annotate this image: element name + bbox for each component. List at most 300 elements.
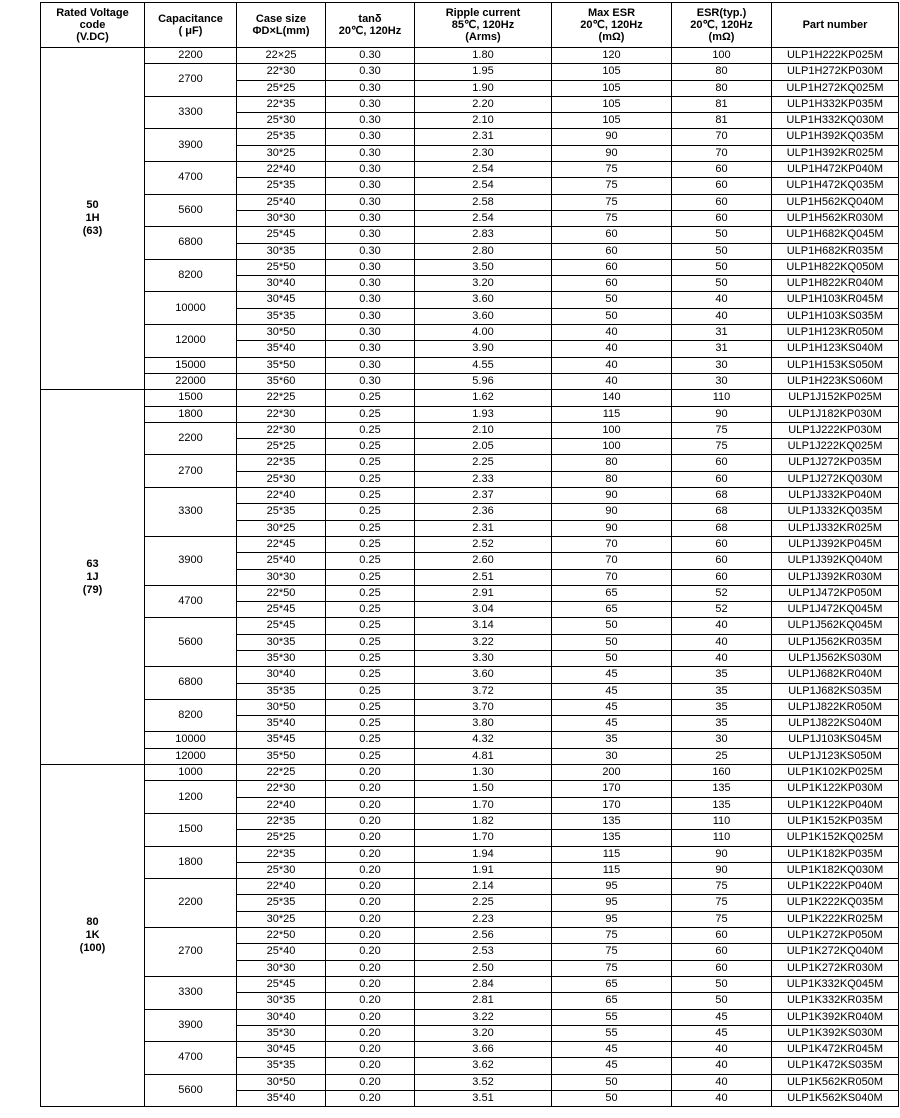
esr-typ-cell: 45 <box>672 1009 772 1025</box>
header-line: (Arms) <box>465 31 501 43</box>
tan-delta-cell: 0.30 <box>326 357 415 373</box>
tan-delta-cell: 0.30 <box>326 308 415 324</box>
part-number-cell: ULP1H392KQ035M <box>772 129 899 145</box>
header-line: Case size <box>255 13 307 25</box>
part-number-cell: ULP1H562KR030M <box>772 210 899 226</box>
capacitance-cell: 10000 <box>145 292 237 325</box>
part-number-cell: ULP1H103KS035M <box>772 308 899 324</box>
part-number-cell: ULP1J472KP050M <box>772 585 899 601</box>
max-esr-cell: 115 <box>552 846 672 862</box>
part-number-cell: ULP1K122KP030M <box>772 781 899 797</box>
case-size-cell: 35*50 <box>237 357 326 373</box>
table-row <box>41 781 899 797</box>
case-size-cell: 22*40 <box>237 879 326 895</box>
case-size-cell: 30*30 <box>237 569 326 585</box>
case-size-cell: 25*45 <box>237 227 326 243</box>
part-number-cell: ULP1J472KQ045M <box>772 602 899 618</box>
tan-delta-cell: 0.30 <box>326 341 415 357</box>
case-size-cell: 22*35 <box>237 96 326 112</box>
esr-typ-cell: 80 <box>672 64 772 80</box>
part-number-cell: ULP1H103KR045M <box>772 292 899 308</box>
tan-delta-cell: 0.25 <box>326 553 415 569</box>
esr-typ-cell: 135 <box>672 781 772 797</box>
tan-delta-cell: 0.20 <box>326 862 415 878</box>
tan-delta-cell: 0.25 <box>326 748 415 764</box>
table-row <box>41 879 899 895</box>
capacitance-cell: 3900 <box>145 536 237 585</box>
case-size-cell: 22*30 <box>237 422 326 438</box>
ripple-current-cell: 3.70 <box>415 699 552 715</box>
ripple-current-cell: 2.36 <box>415 504 552 520</box>
capacitance-cell: 2200 <box>145 48 237 64</box>
tan-delta-cell: 0.25 <box>326 536 415 552</box>
max-esr-cell: 75 <box>552 210 672 226</box>
ripple-current-cell: 2.52 <box>415 536 552 552</box>
max-esr-cell: 45 <box>552 667 672 683</box>
max-esr-cell: 90 <box>552 488 672 504</box>
tan-delta-cell: 0.30 <box>326 227 415 243</box>
tan-delta-cell: 0.30 <box>326 178 415 194</box>
capacitance-cell: 3900 <box>145 1009 237 1042</box>
max-esr-cell: 65 <box>552 993 672 1009</box>
ripple-current-cell: 2.58 <box>415 194 552 210</box>
header-line: Ripple current <box>445 7 521 19</box>
max-esr-cell: 60 <box>552 276 672 292</box>
ripple-current-cell: 4.00 <box>415 325 552 341</box>
voltage-line: (79) <box>82 583 103 596</box>
part-number-cell: ULP1K272KP050M <box>772 928 899 944</box>
ripple-current-cell: 2.25 <box>415 455 552 471</box>
max-esr-cell: 40 <box>552 341 672 357</box>
case-size-cell: 25*40 <box>237 553 326 569</box>
table-row <box>41 422 899 438</box>
tan-delta-cell: 0.25 <box>326 504 415 520</box>
header-line: (mΩ) <box>598 31 625 43</box>
case-size-cell: 30*50 <box>237 325 326 341</box>
case-size-cell: 25*30 <box>237 113 326 129</box>
esr-typ-cell: 75 <box>672 879 772 895</box>
tan-delta-cell: 0.30 <box>326 276 415 292</box>
part-number-cell: ULP1J392KQ040M <box>772 553 899 569</box>
esr-typ-cell: 50 <box>672 976 772 992</box>
case-size-cell: 30*50 <box>237 1074 326 1090</box>
capacitance-cell: 2700 <box>145 928 237 977</box>
ripple-current-cell: 2.51 <box>415 569 552 585</box>
voltage-group-cell <box>41 48 145 390</box>
table-row <box>41 732 899 748</box>
max-esr-cell: 80 <box>552 471 672 487</box>
max-esr-cell: 80 <box>552 455 672 471</box>
tan-delta-cell: 0.20 <box>326 1058 415 1074</box>
ripple-current-cell: 1.70 <box>415 797 552 813</box>
max-esr-cell: 100 <box>552 422 672 438</box>
capacitance-cell: 1200 <box>145 781 237 814</box>
ripple-current-cell: 1.70 <box>415 830 552 846</box>
ripple-current-cell: 3.66 <box>415 1042 552 1058</box>
capacitance-cell: 2200 <box>145 422 237 455</box>
ripple-current-cell: 2.05 <box>415 439 552 455</box>
part-number-cell: ULP1K562KS040M <box>772 1091 899 1107</box>
max-esr-cell: 75 <box>552 194 672 210</box>
part-number-cell: ULP1J332KR025M <box>772 520 899 536</box>
tan-delta-cell: 0.20 <box>326 928 415 944</box>
part-number-cell: ULP1H153KS050M <box>772 357 899 373</box>
table-row <box>41 64 899 80</box>
esr-typ-cell: 60 <box>672 944 772 960</box>
esr-typ-cell: 135 <box>672 797 772 813</box>
esr-typ-cell: 75 <box>672 439 772 455</box>
ripple-current-cell: 2.20 <box>415 96 552 112</box>
max-esr-cell: 30 <box>552 748 672 764</box>
ripple-current-cell: 3.60 <box>415 308 552 324</box>
header-line: Part number <box>802 19 868 31</box>
ripple-current-cell: 1.30 <box>415 765 552 781</box>
capacitance-cell: 2700 <box>145 455 237 488</box>
capacitance-cell: 4700 <box>145 1042 237 1075</box>
case-size-cell: 22*30 <box>237 781 326 797</box>
case-size-cell: 35*35 <box>237 683 326 699</box>
max-esr-cell: 50 <box>552 618 672 634</box>
esr-typ-cell: 50 <box>672 993 772 1009</box>
ripple-current-cell: 1.90 <box>415 80 552 96</box>
table-row <box>41 162 899 178</box>
case-size-cell: 30*35 <box>237 993 326 1009</box>
ripple-current-cell: 2.54 <box>415 210 552 226</box>
max-esr-cell: 50 <box>552 1074 672 1090</box>
voltage-line: 1H <box>85 212 100 225</box>
esr-typ-cell: 60 <box>672 471 772 487</box>
tan-delta-cell: 0.25 <box>326 650 415 666</box>
case-size-cell: 25*25 <box>237 439 326 455</box>
part-number-cell: ULP1K392KS030M <box>772 1025 899 1041</box>
table-row <box>41 585 899 601</box>
ripple-current-cell: 3.60 <box>415 292 552 308</box>
max-esr-cell: 40 <box>552 357 672 373</box>
esr-typ-cell: 90 <box>672 406 772 422</box>
ripple-current-cell: 1.82 <box>415 813 552 829</box>
part-number-cell: ULP1J272KQ030M <box>772 471 899 487</box>
ripple-current-cell: 2.10 <box>415 422 552 438</box>
case-size-cell: 35*35 <box>237 308 326 324</box>
tan-delta-cell: 0.25 <box>326 634 415 650</box>
header-max-esr <box>552 3 672 48</box>
esr-typ-cell: 50 <box>672 227 772 243</box>
max-esr-cell: 50 <box>552 650 672 666</box>
header-line: (mΩ) <box>708 31 735 43</box>
case-size-cell: 22*45 <box>237 536 326 552</box>
spec-body <box>41 48 899 1107</box>
part-number-cell: ULP1J222KQ025M <box>772 439 899 455</box>
max-esr-cell: 70 <box>552 536 672 552</box>
tan-delta-cell: 0.25 <box>326 667 415 683</box>
case-size-cell: 30*30 <box>237 210 326 226</box>
esr-typ-cell: 50 <box>672 276 772 292</box>
part-number-cell: ULP1K182KP035M <box>772 846 899 862</box>
ripple-current-cell: 3.50 <box>415 259 552 275</box>
table-row <box>41 325 899 341</box>
max-esr-cell: 35 <box>552 732 672 748</box>
capacitance-cell: 3300 <box>145 976 237 1009</box>
esr-typ-cell: 40 <box>672 1042 772 1058</box>
capacitance-cell: 8200 <box>145 699 237 732</box>
esr-typ-cell: 35 <box>672 699 772 715</box>
esr-typ-cell: 100 <box>672 48 772 64</box>
part-number-cell: ULP1H332KP035M <box>772 96 899 112</box>
ripple-current-cell: 2.50 <box>415 960 552 976</box>
ripple-current-cell: 4.55 <box>415 357 552 373</box>
part-number-cell: ULP1H222KP025M <box>772 48 899 64</box>
table-row <box>41 618 899 634</box>
tan-delta-cell: 0.25 <box>326 471 415 487</box>
table-row <box>41 976 899 992</box>
max-esr-cell: 65 <box>552 976 672 992</box>
capacitance-cell: 2700 <box>145 64 237 97</box>
part-number-cell: ULP1K332KR035M <box>772 993 899 1009</box>
max-esr-cell: 45 <box>552 716 672 732</box>
header-line: 20℃, 120Hz <box>338 25 402 37</box>
tan-delta-cell: 0.25 <box>326 683 415 699</box>
case-size-cell: 22*30 <box>237 406 326 422</box>
tan-delta-cell: 0.20 <box>326 960 415 976</box>
tan-delta-cell: 0.30 <box>326 64 415 80</box>
ripple-current-cell: 2.30 <box>415 145 552 161</box>
voltage-line: (100) <box>79 942 106 955</box>
part-number-cell: ULP1K222KR025M <box>772 911 899 927</box>
case-size-cell: 25*50 <box>237 259 326 275</box>
esr-typ-cell: 35 <box>672 716 772 732</box>
ripple-current-cell: 2.31 <box>415 520 552 536</box>
tan-delta-cell: 0.30 <box>326 325 415 341</box>
header-ripple-current <box>415 3 552 48</box>
header-line: ESR(typ.) <box>696 7 747 19</box>
part-number-cell: ULP1H822KR040M <box>772 276 899 292</box>
capacitance-cell: 2200 <box>145 879 237 928</box>
max-esr-cell: 105 <box>552 80 672 96</box>
max-esr-cell: 70 <box>552 569 672 585</box>
ripple-current-cell: 1.95 <box>415 64 552 80</box>
case-size-cell: 22*35 <box>237 455 326 471</box>
max-esr-cell: 45 <box>552 1058 672 1074</box>
table-row <box>41 227 899 243</box>
esr-typ-cell: 30 <box>672 357 772 373</box>
capacitance-cell: 4700 <box>145 585 237 618</box>
tan-delta-cell: 0.20 <box>326 944 415 960</box>
tan-delta-cell: 0.25 <box>326 569 415 585</box>
case-size-cell: 22*35 <box>237 846 326 862</box>
header-line: (V.DC) <box>76 31 109 43</box>
part-number-cell: ULP1J682KR040M <box>772 667 899 683</box>
max-esr-cell: 65 <box>552 602 672 618</box>
tan-delta-cell: 0.30 <box>326 259 415 275</box>
table-row <box>41 488 899 504</box>
part-number-cell: ULP1K332KQ045M <box>772 976 899 992</box>
case-size-cell: 25*35 <box>237 504 326 520</box>
ripple-current-cell: 1.50 <box>415 781 552 797</box>
max-esr-cell: 95 <box>552 879 672 895</box>
esr-typ-cell: 81 <box>672 96 772 112</box>
case-size-cell: 22*50 <box>237 928 326 944</box>
ripple-current-cell: 3.72 <box>415 683 552 699</box>
header-line: 85℃, 120Hz <box>451 19 515 31</box>
esr-typ-cell: 35 <box>672 667 772 683</box>
esr-typ-cell: 75 <box>672 895 772 911</box>
ripple-current-cell: 2.56 <box>415 928 552 944</box>
max-esr-cell: 70 <box>552 553 672 569</box>
tan-delta-cell: 0.30 <box>326 194 415 210</box>
header-esr-typ <box>672 3 772 48</box>
ripple-current-cell: 3.52 <box>415 1074 552 1090</box>
ripple-current-cell: 4.81 <box>415 748 552 764</box>
max-esr-cell: 105 <box>552 64 672 80</box>
tan-delta-cell: 0.30 <box>326 48 415 64</box>
table-row <box>41 455 899 471</box>
esr-typ-cell: 40 <box>672 292 772 308</box>
part-number-cell: ULP1H392KR025M <box>772 145 899 161</box>
max-esr-cell: 135 <box>552 830 672 846</box>
case-size-cell: 30*35 <box>237 634 326 650</box>
max-esr-cell: 115 <box>552 862 672 878</box>
header-row <box>41 3 899 48</box>
ripple-current-cell: 1.80 <box>415 48 552 64</box>
esr-typ-cell: 40 <box>672 1074 772 1090</box>
tan-delta-cell: 0.25 <box>326 585 415 601</box>
tan-delta-cell: 0.25 <box>326 422 415 438</box>
esr-typ-cell: 25 <box>672 748 772 764</box>
table-row <box>41 1074 899 1090</box>
table-row <box>41 373 899 389</box>
case-size-cell: 22×25 <box>237 48 326 64</box>
max-esr-cell: 100 <box>552 439 672 455</box>
table-row <box>41 96 899 112</box>
case-size-cell: 30*45 <box>237 1042 326 1058</box>
capacitance-cell: 1500 <box>145 390 237 406</box>
tan-delta-cell: 0.30 <box>326 113 415 129</box>
table-row <box>41 1042 899 1058</box>
voltage-line: 80 <box>86 916 99 929</box>
esr-typ-cell: 40 <box>672 650 772 666</box>
case-size-cell: 25*25 <box>237 830 326 846</box>
tan-delta-cell: 0.25 <box>326 488 415 504</box>
esr-typ-cell: 52 <box>672 585 772 601</box>
esr-typ-cell: 110 <box>672 390 772 406</box>
case-size-cell: 30*40 <box>237 276 326 292</box>
esr-typ-cell: 35 <box>672 683 772 699</box>
max-esr-cell: 45 <box>552 1042 672 1058</box>
max-esr-cell: 50 <box>552 1091 672 1107</box>
tan-delta-cell: 0.30 <box>326 129 415 145</box>
tan-delta-cell: 0.30 <box>326 80 415 96</box>
case-size-cell: 22*35 <box>237 813 326 829</box>
part-number-cell: ULP1J123KS050M <box>772 748 899 764</box>
case-size-cell: 25*30 <box>237 471 326 487</box>
max-esr-cell: 120 <box>552 48 672 64</box>
part-number-cell: ULP1J562KR035M <box>772 634 899 650</box>
table-row <box>41 928 899 944</box>
ripple-current-cell: 2.31 <box>415 129 552 145</box>
max-esr-cell: 200 <box>552 765 672 781</box>
case-size-cell: 35*60 <box>237 373 326 389</box>
tan-delta-cell: 0.25 <box>326 390 415 406</box>
esr-typ-cell: 75 <box>672 422 772 438</box>
ripple-current-cell: 2.14 <box>415 879 552 895</box>
part-number-cell: ULP1H272KQ025M <box>772 80 899 96</box>
voltage-line: 1J <box>86 570 99 583</box>
part-number-cell: ULP1J222KP030M <box>772 422 899 438</box>
ripple-current-cell: 3.60 <box>415 667 552 683</box>
part-number-cell: ULP1J332KP040M <box>772 488 899 504</box>
capacitance-cell: 3900 <box>145 129 237 162</box>
case-size-cell: 30*25 <box>237 520 326 536</box>
tan-delta-cell: 0.20 <box>326 895 415 911</box>
header-line: 20℃, 120Hz <box>690 19 753 31</box>
esr-typ-cell: 40 <box>672 634 772 650</box>
ripple-current-cell: 3.22 <box>415 634 552 650</box>
ripple-current-cell: 2.80 <box>415 243 552 259</box>
capacitance-cell: 6800 <box>145 227 237 260</box>
tan-delta-cell: 0.20 <box>326 993 415 1009</box>
max-esr-cell: 75 <box>552 178 672 194</box>
esr-typ-cell: 30 <box>672 373 772 389</box>
tan-delta-cell: 0.20 <box>326 781 415 797</box>
case-size-cell: 30*50 <box>237 699 326 715</box>
voltage-line: 1K <box>85 929 100 942</box>
capacitance-cell: 12000 <box>145 325 237 358</box>
part-number-cell: ULP1K472KR045M <box>772 1042 899 1058</box>
capacitance-cell: 4700 <box>145 162 237 195</box>
esr-typ-cell: 80 <box>672 80 772 96</box>
esr-typ-cell: 60 <box>672 162 772 178</box>
capacitance-cell: 3300 <box>145 96 237 129</box>
case-size-cell: 30*45 <box>237 292 326 308</box>
ripple-current-cell: 2.91 <box>415 585 552 601</box>
part-number-cell: ULP1H272KP030M <box>772 64 899 80</box>
esr-typ-cell: 60 <box>672 210 772 226</box>
tan-delta-cell: 0.20 <box>326 1042 415 1058</box>
case-size-cell: 30*40 <box>237 667 326 683</box>
tan-delta-cell: 0.20 <box>326 813 415 829</box>
case-size-cell: 22*25 <box>237 390 326 406</box>
capacitance-cell: 15000 <box>145 357 237 373</box>
max-esr-cell: 55 <box>552 1025 672 1041</box>
case-size-cell: 35*40 <box>237 1091 326 1107</box>
max-esr-cell: 140 <box>552 390 672 406</box>
case-size-cell: 35*30 <box>237 1025 326 1041</box>
header-line: tanδ <box>358 13 382 25</box>
esr-typ-cell: 68 <box>672 520 772 536</box>
max-esr-cell: 115 <box>552 406 672 422</box>
ripple-current-cell: 1.91 <box>415 862 552 878</box>
tan-delta-cell: 0.30 <box>326 292 415 308</box>
voltage-line: (63) <box>82 225 103 238</box>
case-size-cell: 22*50 <box>237 585 326 601</box>
part-number-cell: ULP1H682KR035M <box>772 243 899 259</box>
max-esr-cell: 105 <box>552 96 672 112</box>
ripple-current-cell: 3.14 <box>415 618 552 634</box>
tan-delta-cell: 0.20 <box>326 1009 415 1025</box>
tan-delta-cell: 0.25 <box>326 732 415 748</box>
ripple-current-cell: 2.83 <box>415 227 552 243</box>
ripple-current-cell: 3.22 <box>415 1009 552 1025</box>
max-esr-cell: 50 <box>552 634 672 650</box>
esr-typ-cell: 75 <box>672 911 772 927</box>
esr-typ-cell: 50 <box>672 243 772 259</box>
esr-typ-cell: 81 <box>672 113 772 129</box>
esr-typ-cell: 60 <box>672 194 772 210</box>
case-size-cell: 25*35 <box>237 129 326 145</box>
max-esr-cell: 55 <box>552 1009 672 1025</box>
tan-delta-cell: 0.20 <box>326 765 415 781</box>
case-size-cell: 35*40 <box>237 716 326 732</box>
